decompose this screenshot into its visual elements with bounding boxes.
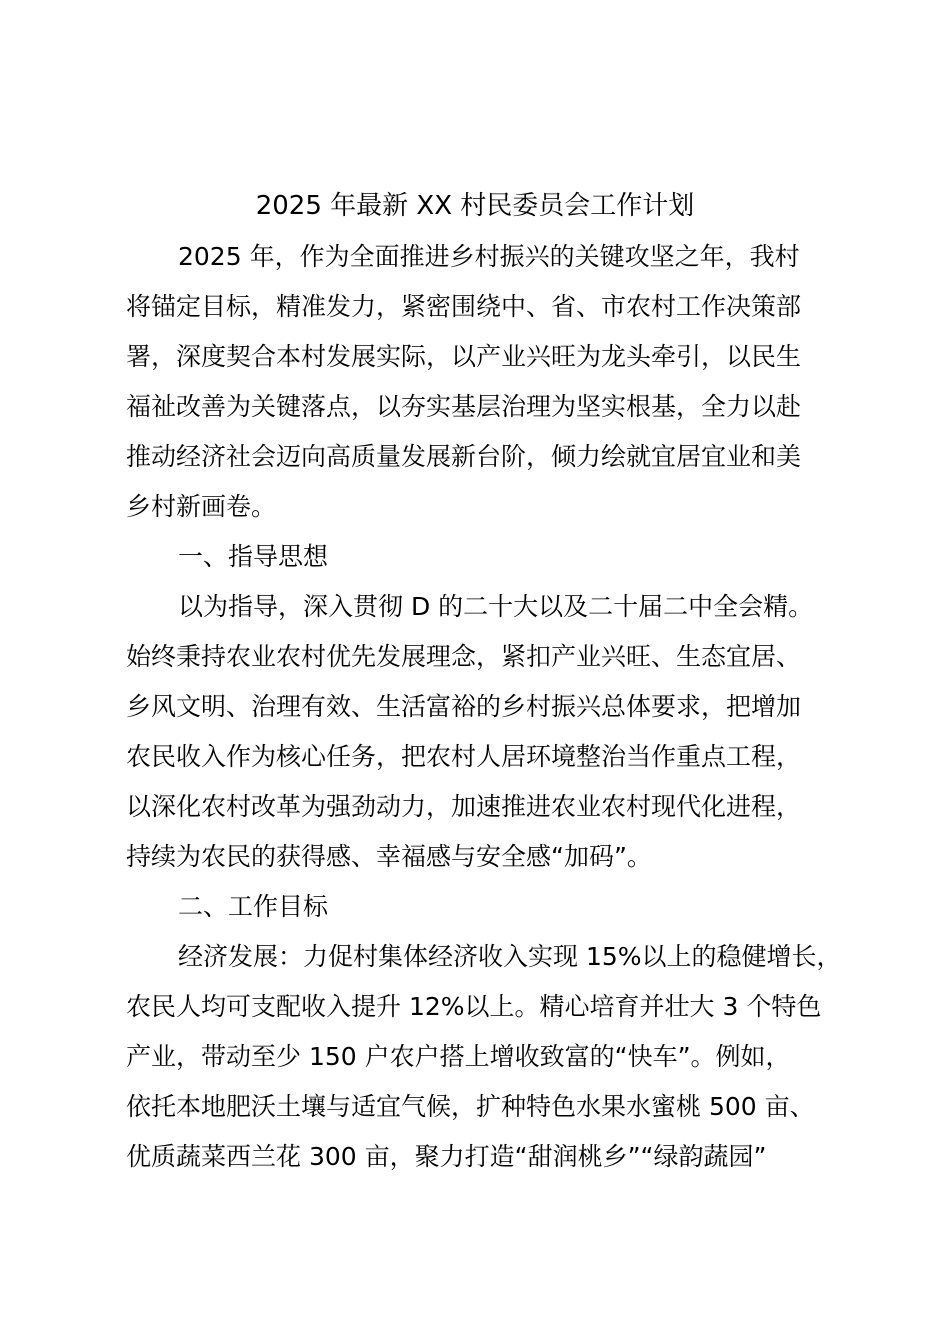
paragraph-line: 依托本地肥沃土壤与适宜气候，扩种特色水果水蜜桃 500 亩、 [126,1092,815,1121]
paragraph-line: 2025 年，作为全面推进乡村振兴的关键攻坚之年，我村 [178,242,800,271]
paragraph-line: 优质蔬菜西兰花 300 亩，聚力打造“甜润桃乡”“绿韵蔬园” [126,1142,767,1171]
paragraph-line: 推动经济社会迈向高质量发展新台阶，倾力绘就宜居宜业和美 [126,442,802,471]
paragraph-line: 经济发展：力促村集体经济收入实现 15%以上的稳健增长， [178,942,842,971]
section-heading: 一、指导思想 [178,542,329,571]
paragraph-line: 持续为农民的获得感、幸福感与安全感“加码”。 [126,842,652,871]
section-heading: 二、工作目标 [178,892,329,921]
paragraph-line: 农民收入作为核心任务，把农村人居环境整治当作重点工程， [126,742,802,771]
paragraph-line: 福祉改善为关键落点，以夯实基层治理为坚实根基，全力以赴 [126,392,802,421]
paragraph-line: 始终秉持农业农村优先发展理念，紧扣产业兴旺、生态宜居、 [126,642,802,671]
document-title: 2025 年最新 XX 村民委员会工作计划 [255,191,695,221]
paragraph-line: 将锚定目标，精准发力，紧密围绕中、省、市农村工作决策部 [126,292,802,321]
paragraph-line: 乡村新画卷。 [126,492,277,521]
paragraph-line: 以为指导，深入贯彻 D 的二十大以及二十届二中全会精。 [178,592,814,621]
document-body [126,232,842,1182]
paragraph-line: 署，深度契合本村发展实际，以产业兴旺为龙头牵引，以民生 [126,342,802,371]
paragraph-line: 以深化农村改革为强劲动力，加速推进农业农村现代化进程， [126,792,802,821]
paragraph-line: 农民人均可支配收入提升 12%以上。精心培育并壮大 3 个特色 [126,992,822,1021]
paragraph-line: 乡风文明、治理有效、生活富裕的乡村振兴总体要求，把增加 [126,692,802,721]
paragraph-line: 产业，带动至少 150 户农户搭上增收致富的“快车”。例如， [126,1042,791,1071]
